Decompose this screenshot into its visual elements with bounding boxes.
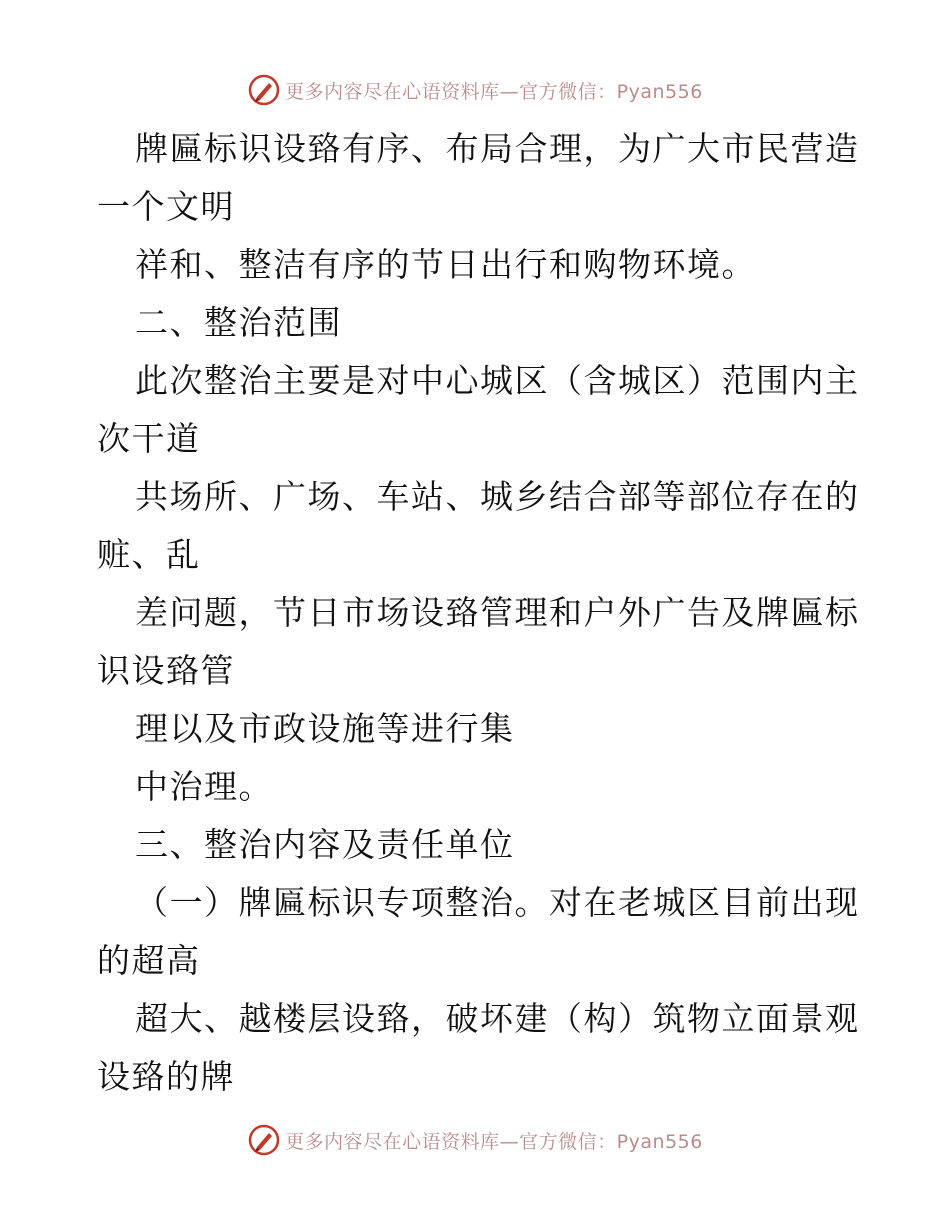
text-line: 理以及市政设施等进行集 [135, 709, 515, 748]
text-line: （一）牌匾标识专项整治。对在老城区目前出现 [135, 883, 860, 922]
text-line: 中治理。 [135, 767, 273, 806]
pen-logo-icon [247, 73, 281, 107]
section-heading: 二、整治范围 [135, 303, 342, 342]
watermark-header [0, 72, 950, 108]
document-body [97, 120, 860, 1106]
text-line: 一个文明 [97, 187, 235, 226]
text-line: 祥和、整洁有序的节日出行和购物环境。 [135, 245, 756, 284]
watermark-text: 更多内容尽在心语资料库—官方微信：Pyan556 [285, 80, 703, 103]
section-heading: 三、整治内容及责任单位 [135, 825, 515, 864]
text-line: 超大、越楼层设臵，破坏建（构）筑物立面景观 [135, 999, 860, 1038]
text-line: 赃、乱 [97, 535, 201, 574]
text-line: 差问题，节日市场设臵管理和户外广告及牌匾标 [135, 593, 860, 632]
text-line: 此次整治主要是对中心城区（含城区）范围内主 [135, 361, 860, 400]
text-line: 设臵的牌 [97, 1057, 235, 1096]
pen-logo-icon [247, 1123, 281, 1157]
watermark-footer [0, 1122, 950, 1158]
text-line: 的超高 [97, 941, 201, 980]
text-line: 次干道 [97, 419, 201, 458]
watermark-text: 更多内容尽在心语资料库—官方微信：Pyan556 [285, 1130, 703, 1153]
text-line: 识设臵管 [97, 651, 235, 690]
text-line: 共场所、广场、车站、城乡结合部等部位存在的 [135, 477, 860, 516]
text-line: 牌匾标识设臵有序、布局合理，为广大市民营造 [135, 129, 860, 168]
